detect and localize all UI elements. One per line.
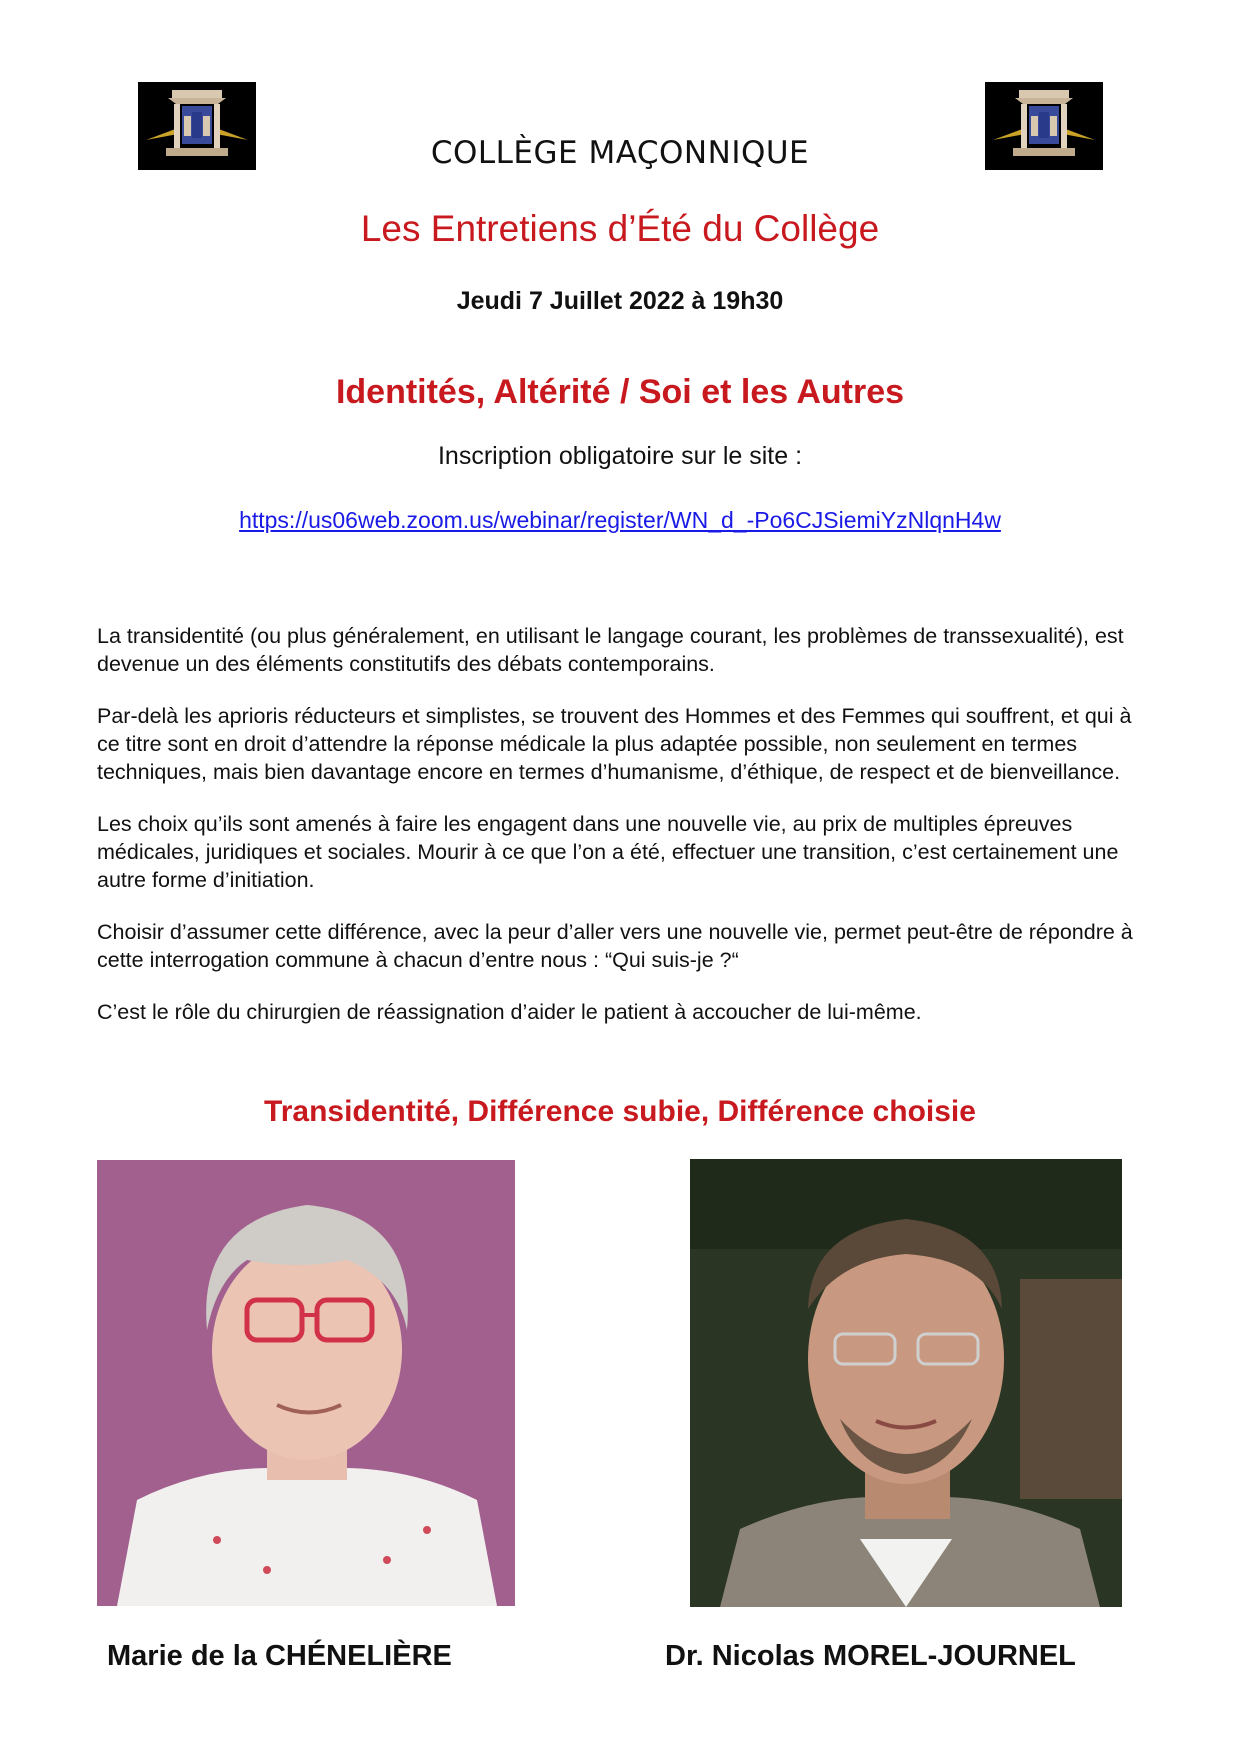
registration-notice: Inscription obligatoire sur le site : (437, 442, 803, 470)
talk-title: Transidentité, Différence subie, Différence choisie (264, 1095, 976, 1128)
paragraph: Choisir d’assumer cette différence, avec la peur d’aller vers une nouvelle vie, permet peut-être de répondre à cette interrogation commune à chacun d’entre nous : “Qui suis-je ?“ (97, 920, 1133, 972)
paragraph: La transidentité (ou plus généralement, en utilisant le langage courant, les problèmes de transsexualité), est devenue un des éléments constitutifs des débats contemporains. (97, 624, 1124, 676)
speaker-photo-marie (97, 1160, 515, 1606)
paragraph: C’est le rôle du chirurgien de réassignation d’aider le patient à accoucher de lui-même. (97, 1000, 922, 1024)
speaker-name-nicolas: Dr. Nicolas MOREL-JOURNEL (665, 1640, 1076, 1672)
registration-link[interactable]: https://us06web.zoom.us/webinar/register/WN_d_-Po6CJSiemiYzNlqnH4w (239, 507, 1001, 533)
page-title: COLLÈGE MAÇONNIQUE (430, 135, 810, 171)
event-date: Jeudi 7 Juillet 2022 à 19h30 (456, 287, 784, 315)
paragraph: Les choix qu’ils sont amenés à faire les engagent dans une nouvelle vie, au prix de multiples épreuves médicales, juridiques et sociales. Mourir à ce que l’on a été, effectuer une transition, c’est certainement une autre forme d’initiation. (97, 812, 1119, 892)
description (97, 622, 1147, 1050)
event-series-title: Les Entretiens d’Été du Collège (360, 208, 880, 249)
speaker-name-marie: Marie de la CHÉNELIÈRE (107, 1640, 452, 1672)
speaker-photo-nicolas (690, 1159, 1122, 1607)
event-theme: Identités, Altérité / Soi et les Autres (335, 373, 905, 411)
paragraph: Par-delà les aprioris réducteurs et simplistes, se trouvent des Hommes et des Femmes qui souffrent, et qui à ce titre sont en droit d’attendre la réponse médicale la plus adaptée possible, non seulement en termes techniques, mais bien davantage encore en termes d’humanisme, d’éthique, de respect et de bienveillance. (97, 704, 1132, 784)
